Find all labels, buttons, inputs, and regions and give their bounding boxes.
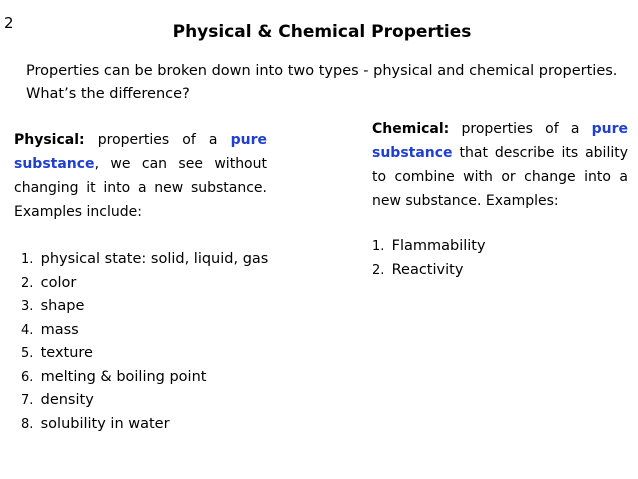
list-item (21, 272, 268, 296)
list-item-label: Reactivity (391, 261, 464, 278)
list-item-label: Flammability (391, 238, 486, 254)
list-item-number: 3. (21, 299, 34, 314)
list-item-label: color (40, 274, 77, 291)
list-item-number: 5. (21, 346, 34, 361)
list-item (372, 235, 486, 259)
list-item (21, 389, 268, 413)
list-item (21, 319, 268, 343)
list-item (21, 413, 268, 437)
chemical-definition (372, 117, 628, 213)
list-item-label: solubility in water (40, 415, 170, 432)
list-item-number: 2. (21, 275, 34, 291)
list-item-number: 7. (21, 393, 34, 408)
list-item-number: 1. (372, 239, 385, 254)
list-item-label: density (40, 392, 94, 408)
physical-pure-substance: pure substance (14, 132, 267, 172)
physical-definition (14, 128, 267, 224)
list-item-number: 8. (21, 416, 34, 432)
list-item-label: physical state: solid, liquid, gas (40, 251, 269, 267)
list-item (21, 295, 268, 319)
physical-text-2: , we can see without changing it into a new substance. Examples include: (14, 156, 267, 220)
list-item-label: texture (40, 345, 93, 361)
list-item-number: 4. (21, 322, 34, 338)
chemical-text-1: properties of a (449, 121, 592, 137)
list-item-label: shape (40, 298, 85, 314)
page-title: Physical & Chemical Properties (172, 22, 472, 42)
intro-line-1: Properties can be broken down into two types - physical and chemical properties. (26, 63, 618, 79)
list-item-number: 1. (21, 252, 34, 267)
list-item-number: 2. (372, 262, 385, 278)
chemical-term: Chemical: (372, 121, 450, 137)
slide-number: 2 (4, 14, 14, 32)
chemical-pure-substance: pure substance (372, 121, 628, 161)
list-item (21, 366, 268, 390)
list-item (372, 259, 486, 283)
chemical-examples-list (372, 235, 486, 282)
physical-examples-list (21, 248, 268, 436)
list-item-number: 6. (21, 369, 34, 385)
intro-text (26, 60, 626, 106)
list-item (21, 248, 268, 272)
list-item-label: mass (40, 321, 79, 338)
chemical-text-2: that describe its ability to combine with or change into a new substance. Examples: (372, 145, 628, 209)
list-item-label: melting & boiling point (40, 368, 207, 385)
physical-term: Physical: (14, 132, 85, 148)
list-item (21, 342, 268, 366)
intro-line-2: What’s the difference? (26, 86, 190, 102)
physical-text-1: properties of a (84, 132, 231, 148)
